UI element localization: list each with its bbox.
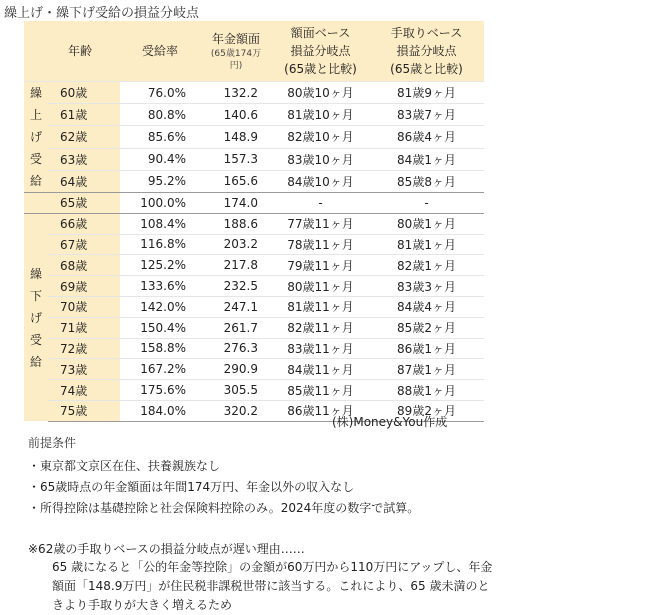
table-row	[24, 276, 484, 297]
cell-gross-breakeven: 83歳10ヶ月	[272, 148, 369, 170]
cell-age: 75歳	[48, 400, 120, 421]
note-title: ※62歳の手取りベースの損益分岐点が遅い理由……	[28, 542, 305, 556]
band-char: 受	[29, 152, 42, 166]
table-row	[24, 126, 484, 148]
cell-amount: 203.2	[200, 234, 272, 255]
note-line: きより手取りが大きく増えるため	[52, 598, 233, 612]
cell-rate: 100.0%	[120, 193, 200, 214]
cell-age: 68歳	[48, 255, 120, 276]
cell-amount: 157.3	[200, 148, 272, 170]
cell-age: 73歳	[48, 359, 120, 380]
cell-gross-breakeven: 86歳11ヶ月	[272, 400, 369, 421]
condition-item: ・東京都文京区在住、扶養親族なし	[28, 459, 221, 473]
cell-net-breakeven: 83歳3ヶ月	[369, 276, 484, 297]
cell-age: 67歳	[48, 234, 120, 255]
cell-rate: 116.8%	[120, 234, 200, 255]
cell-amount: 261.7	[200, 317, 272, 338]
cell-gross-breakeven: 82歳11ヶ月	[272, 317, 369, 338]
table-row	[24, 255, 484, 276]
cell-age: 70歳	[48, 296, 120, 317]
cell-rate: 150.4%	[120, 317, 200, 338]
cell-rate: 76.0%	[120, 82, 200, 104]
table-row	[24, 234, 484, 255]
cell-net-breakeven: 86歳4ヶ月	[369, 126, 484, 148]
table-row	[24, 359, 484, 380]
header-amount	[200, 21, 272, 82]
cell-amount: 232.5	[200, 276, 272, 297]
cell-gross-breakeven: 83歳11ヶ月	[272, 338, 369, 359]
cell-gross-breakeven: -	[272, 193, 369, 214]
conditions-title: 前提条件	[28, 436, 77, 450]
table-row	[24, 380, 484, 401]
band-char: 繰	[29, 266, 42, 281]
header-amount-line2: (65歳174万	[210, 49, 262, 59]
cell-age: 66歳	[48, 213, 120, 234]
table-row	[24, 317, 484, 338]
header-rate: 受給率	[120, 21, 200, 82]
cell-rate: 85.6%	[120, 126, 200, 148]
cell-amount: 132.2	[200, 82, 272, 104]
header-band-blank	[24, 21, 48, 82]
cell-net-breakeven: 88歳1ヶ月	[369, 380, 484, 401]
cell-amount: 140.6	[200, 104, 272, 126]
band-char: 受	[29, 332, 42, 347]
header-gross-line3: (65歳と比較)	[284, 62, 357, 76]
header-net-line1: 手取りベース	[390, 26, 463, 40]
table-header-row	[24, 21, 484, 82]
cell-age: 65歳	[48, 193, 120, 214]
cell-gross-breakeven: 81歳11ヶ月	[272, 296, 369, 317]
band-char: 上	[29, 108, 42, 122]
table-row	[24, 296, 484, 317]
cell-gross-breakeven: 84歳11ヶ月	[272, 359, 369, 380]
cell-rate: 158.8%	[120, 338, 200, 359]
band-char: 下	[29, 288, 42, 303]
cell-net-breakeven: 86歳1ヶ月	[369, 338, 484, 359]
cell-amount: 174.0	[200, 193, 272, 214]
table-row	[24, 338, 484, 359]
cell-net-breakeven: 89歳2ヶ月	[369, 400, 484, 421]
cell-rate: 133.6%	[120, 276, 200, 297]
cell-age: 71歳	[48, 317, 120, 338]
cell-amount: 247.1	[200, 296, 272, 317]
header-gross-breakeven	[272, 21, 369, 82]
table-row	[24, 213, 484, 234]
cell-amount: 148.9	[200, 126, 272, 148]
cell-age: 72歳	[48, 338, 120, 359]
note-line: 65 歳になると「公的年金等控除」の金額が60万円から110万円にアップし、年金	[52, 560, 493, 574]
cell-age: 63歳	[48, 148, 120, 170]
band-char: げ	[29, 130, 42, 144]
condition-item: ・所得控除は基礎控除と社会保険料控除のみ。2024年度の数字で試算。	[28, 501, 420, 515]
cell-rate: 125.2%	[120, 255, 200, 276]
cell-age: 60歳	[48, 82, 120, 104]
cell-amount: 165.6	[200, 170, 272, 192]
cell-net-breakeven: -	[369, 193, 484, 214]
cell-rate: 175.6%	[120, 380, 200, 401]
header-amount-line3: 円)	[229, 61, 243, 71]
header-net-line3: (65歳と比較)	[390, 62, 463, 76]
cell-net-breakeven: 83歳7ヶ月	[369, 104, 484, 126]
cell-age: 62歳	[48, 126, 120, 148]
cell-gross-breakeven: 77歳11ヶ月	[272, 213, 369, 234]
header-net-breakeven	[369, 21, 484, 82]
band-char: 給	[29, 174, 42, 188]
table-row	[24, 104, 484, 126]
cell-amount: 290.9	[200, 359, 272, 380]
page-title: 繰上げ・繰下げ受給の損益分岐点	[4, 6, 200, 21]
cell-age: 74歳	[48, 380, 120, 401]
table-row	[24, 170, 484, 192]
cell-rate: 167.2%	[120, 359, 200, 380]
header-gross-line2: 損益分岐点	[290, 44, 351, 58]
condition-item: ・65歳時点の年金額面は年間174万円、年金以外の収入なし	[28, 480, 355, 494]
band-early-claim	[24, 82, 48, 193]
cell-gross-breakeven: 79歳11ヶ月	[272, 255, 369, 276]
cell-gross-breakeven: 80歳10ヶ月	[272, 82, 369, 104]
cell-amount: 320.2	[200, 400, 272, 421]
cell-net-breakeven: 85歳2ヶ月	[369, 317, 484, 338]
cell-rate: 80.8%	[120, 104, 200, 126]
header-gross-line1: 額面ベース	[290, 26, 351, 40]
cell-net-breakeven: 81歳1ヶ月	[369, 234, 484, 255]
cell-amount: 305.5	[200, 380, 272, 401]
cell-net-breakeven: 84歳1ヶ月	[369, 148, 484, 170]
cell-amount: 188.6	[200, 213, 272, 234]
table-row	[24, 193, 484, 214]
header-net-line2: 損益分岐点	[396, 44, 457, 58]
header-amount-line1: 年金額面	[211, 32, 260, 46]
cell-amount: 276.3	[200, 338, 272, 359]
band-char: げ	[29, 310, 42, 325]
cell-amount: 217.8	[200, 255, 272, 276]
cell-rate: 142.0%	[120, 296, 200, 317]
cell-net-breakeven: 84歳4ヶ月	[369, 296, 484, 317]
cell-gross-breakeven: 84歳10ヶ月	[272, 170, 369, 192]
cell-age: 64歳	[48, 170, 120, 192]
cell-net-breakeven: 82歳1ヶ月	[369, 255, 484, 276]
band-late-claim	[24, 213, 48, 421]
header-age: 年齢	[48, 21, 120, 82]
note-line: 額面「148.9万円」が住民税非課税世帯に該当する。これにより、65 歳未満のと	[52, 579, 490, 593]
cell-age: 69歳	[48, 276, 120, 297]
table-row	[24, 148, 484, 170]
band-blank	[24, 193, 48, 214]
cell-gross-breakeven: 82歳10ヶ月	[272, 126, 369, 148]
cell-gross-breakeven: 81歳10ヶ月	[272, 104, 369, 126]
table-row	[24, 82, 484, 104]
cell-net-breakeven: 80歳1ヶ月	[369, 213, 484, 234]
break-even-table	[24, 21, 484, 422]
cell-gross-breakeven: 85歳11ヶ月	[272, 380, 369, 401]
credit-text: (株)Money&You作成	[332, 415, 448, 429]
cell-gross-breakeven: 80歳11ヶ月	[272, 276, 369, 297]
cell-rate: 95.2%	[120, 170, 200, 192]
cell-rate: 90.4%	[120, 148, 200, 170]
band-char: 繰	[29, 86, 42, 100]
cell-gross-breakeven: 78歳11ヶ月	[272, 234, 369, 255]
cell-rate: 108.4%	[120, 213, 200, 234]
cell-age: 61歳	[48, 104, 120, 126]
cell-net-breakeven: 85歳8ヶ月	[369, 170, 484, 192]
band-char: 給	[29, 354, 42, 369]
cell-net-breakeven: 87歳1ヶ月	[369, 359, 484, 380]
cell-net-breakeven: 81歳9ヶ月	[369, 82, 484, 104]
cell-rate: 184.0%	[120, 400, 200, 421]
